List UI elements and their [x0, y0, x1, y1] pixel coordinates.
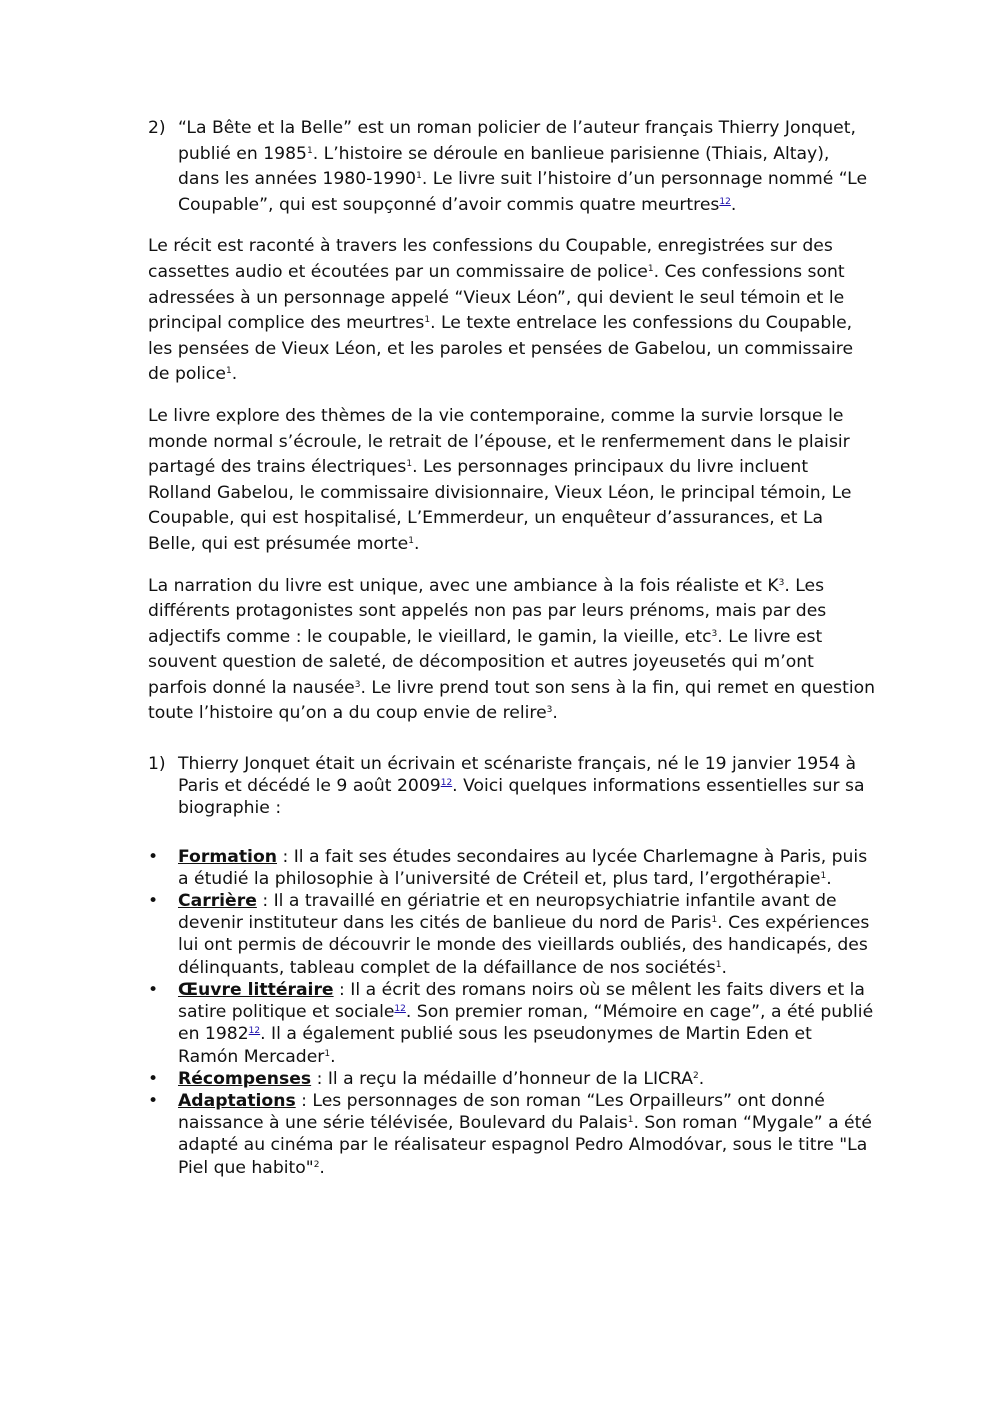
paragraph-text: . Le texte entrelace les confessions du Coupable, les pensées de Vieux Léon, et les paroles et pensées de Gabelou, un commissaire de police	[148, 313, 854, 385]
paragraph-text: Le livre explore des thèmes de la vie contemporaine, comme la survie lorsque le monde normal s’écroule, le retrait de l’épouse, et le renfermement dans le plaisir partagé des trains électriques	[148, 405, 850, 478]
bullet-symbol: •	[148, 1068, 159, 1089]
bullet-text: . Son roman “Mygale” a été adapté au cinéma par le réalisateur espagnol Pedro Almodóvar, sous le titre "La Piel que habito"	[178, 1113, 872, 1178]
footnote-ref: 3	[711, 628, 718, 639]
paragraph-narration	[148, 574, 876, 728]
paragraph-text: . Le livre est souvent question de saleté, de décomposition et autres joyeusetés qui m’ont parfois donné la nausée	[148, 626, 823, 698]
item-text: . L’histoire se déroule en banlieue parisienne (Thiais, Altay), dans les années 1980-1990	[178, 143, 830, 190]
bullet-term: Formation	[178, 846, 277, 867]
paragraph-text: . Les personnages principaux du livre incluent Rolland Gabelou, le commissaire divisionnaire, Vieux Léon, le principal témoin, Le Coupable, qui est hospitalisé, L’Emmerdeur, un enquêteur d’assurances, et La Belle, qui est présumée morte	[148, 457, 852, 554]
footnote-ref: 1	[424, 315, 431, 326]
item-text: “La Bête et la Belle” est un roman policier de l’auteur français Thierry Jonquet, publié en 1985	[178, 118, 856, 164]
numbered-item-2	[148, 116, 876, 218]
bullet-formation	[148, 846, 876, 890]
bullet-symbol: •	[148, 891, 159, 912]
item-number: 2)	[148, 118, 166, 138]
footnote-ref: 1	[627, 1115, 634, 1126]
bullet-text: : Les personnages de son roman “Les Orpailleurs” ont donné naissance à une série télévisée, Boulevard du Palais	[178, 1090, 825, 1134]
footnote-ref: 1	[408, 535, 414, 546]
footnote-ref: 3	[546, 705, 553, 716]
bullet-term: Carrière	[178, 891, 257, 912]
bullet-recompenses	[148, 1068, 876, 1090]
bullet-term: Œuvre littéraire	[178, 979, 334, 1000]
footnote-ref: 3	[778, 577, 785, 588]
bullet-symbol: •	[148, 846, 159, 867]
footnote-ref: 1	[324, 1048, 331, 1059]
bullet-text: .	[826, 868, 832, 889]
footnote-ref: 1	[416, 171, 422, 182]
item-number: 1)	[148, 754, 166, 775]
bullet-term: Récompenses	[178, 1068, 312, 1089]
item-text: . Voici quelques informations essentielles sur sa biographie :	[178, 776, 865, 819]
bullet-symbol: •	[148, 979, 159, 1000]
bullet-term: Adaptations	[178, 1090, 296, 1111]
paragraph-text: .	[231, 364, 238, 385]
footnote-ref: 1	[711, 915, 718, 926]
paragraph-themes	[148, 404, 876, 558]
bullet-text: : Il a écrit des romans noirs où se mêlent les faits divers et la satire politique et sociale	[178, 979, 865, 1023]
footnote-ref: 2	[693, 1070, 699, 1081]
bullet-adaptations	[148, 1090, 876, 1179]
footnote-ref: 1	[225, 366, 232, 377]
bullet-text: . Il a également publié sous les pseudonymes de Martin Eden et Ramón Mercader	[178, 1024, 812, 1067]
footnote-link[interactable]: 12	[440, 778, 453, 789]
item-text: .	[730, 194, 737, 215]
footnote-ref: 1	[406, 459, 413, 470]
paragraph-text: . Ces confessions sont adressées à un personnage appelé “Vieux Léon”, qui devient le seul témoin et le principal complice des meurtres	[148, 261, 845, 334]
footnote-ref: 3	[354, 679, 361, 690]
paragraph-text: La narration du livre est unique, avec une ambiance à la fois réaliste et K	[148, 575, 779, 596]
bullet-symbol: •	[148, 1090, 159, 1111]
bullet-text: .	[698, 1068, 705, 1089]
bullet-text: .	[330, 1046, 336, 1067]
numbered-item-1	[148, 753, 876, 820]
footnote-ref: 1	[647, 263, 654, 274]
footnote-ref: 1	[820, 870, 827, 881]
footnote-link[interactable]: 12	[719, 196, 731, 207]
paragraph-text: Le récit est raconté à travers les confessions du Coupable, enregistrées sur des cassettes audio et écoutées par un commissaire de police	[148, 236, 833, 282]
footnote-ref: 1	[715, 959, 722, 970]
footnote-ref: 2	[313, 1159, 320, 1170]
item-text: Thierry Jonquet était un écrivain et scénariste français, né le 19 janvier 1954 à Paris et décédé le 9 août 2009	[178, 754, 857, 797]
bullet-text: : Il a fait ses études secondaires au lycée Charlemagne à Paris, puis a étudié la philosophie à l’université de Créteil et, plus tard, l’ergothérapie	[178, 846, 868, 889]
footnote-ref: 1	[306, 145, 313, 156]
item-text: . Le livre suit l’histoire d’un personnage nommé “Le Coupable”, qui est soupçonné d’avoir commis quatre meurtres	[178, 169, 868, 215]
footnote-link[interactable]: 12	[394, 1004, 406, 1015]
bullet-carriere	[148, 890, 876, 979]
paragraph-text: . Les différents protagonistes sont appelés non pas par leurs prénoms, mais par des adjectifs comme : le coupable, le vieillard, le gamin, la vieille, etc	[148, 575, 827, 647]
paragraph-confessions	[148, 234, 876, 388]
bullet-text: : Il a travaillé en gériatrie et en neuropsychiatrie infantile avant de devenir instituteur dans les cités de banlieue du nord de Paris	[178, 891, 837, 934]
paragraph-text: .	[552, 703, 558, 724]
bullet-oeuvre	[148, 979, 876, 1068]
document-page	[148, 116, 876, 1179]
bullet-text: .	[721, 957, 727, 978]
bullet-text: : Il a reçu la médaille d’honneur de la LICRA	[311, 1068, 694, 1089]
bullet-text: . Ces expériences lui ont permis de découvrir le monde des vieillards oubliés, des handicapés, des délinquants, tableau complet de la défaillance de nos sociétés	[178, 913, 870, 978]
biography-list	[148, 846, 876, 1179]
paragraph-text: .	[413, 533, 420, 554]
bullet-text: .	[319, 1157, 325, 1178]
paragraph-text: . Le livre prend tout son sens à la fin, qui remet en question toute l’histoire qu’on a du coup envie de relire	[148, 677, 876, 724]
footnote-link[interactable]: 12	[248, 1026, 261, 1037]
bullet-text: . Son premier roman, “Mémoire en cage”, a été publié en 1982	[178, 1002, 874, 1045]
